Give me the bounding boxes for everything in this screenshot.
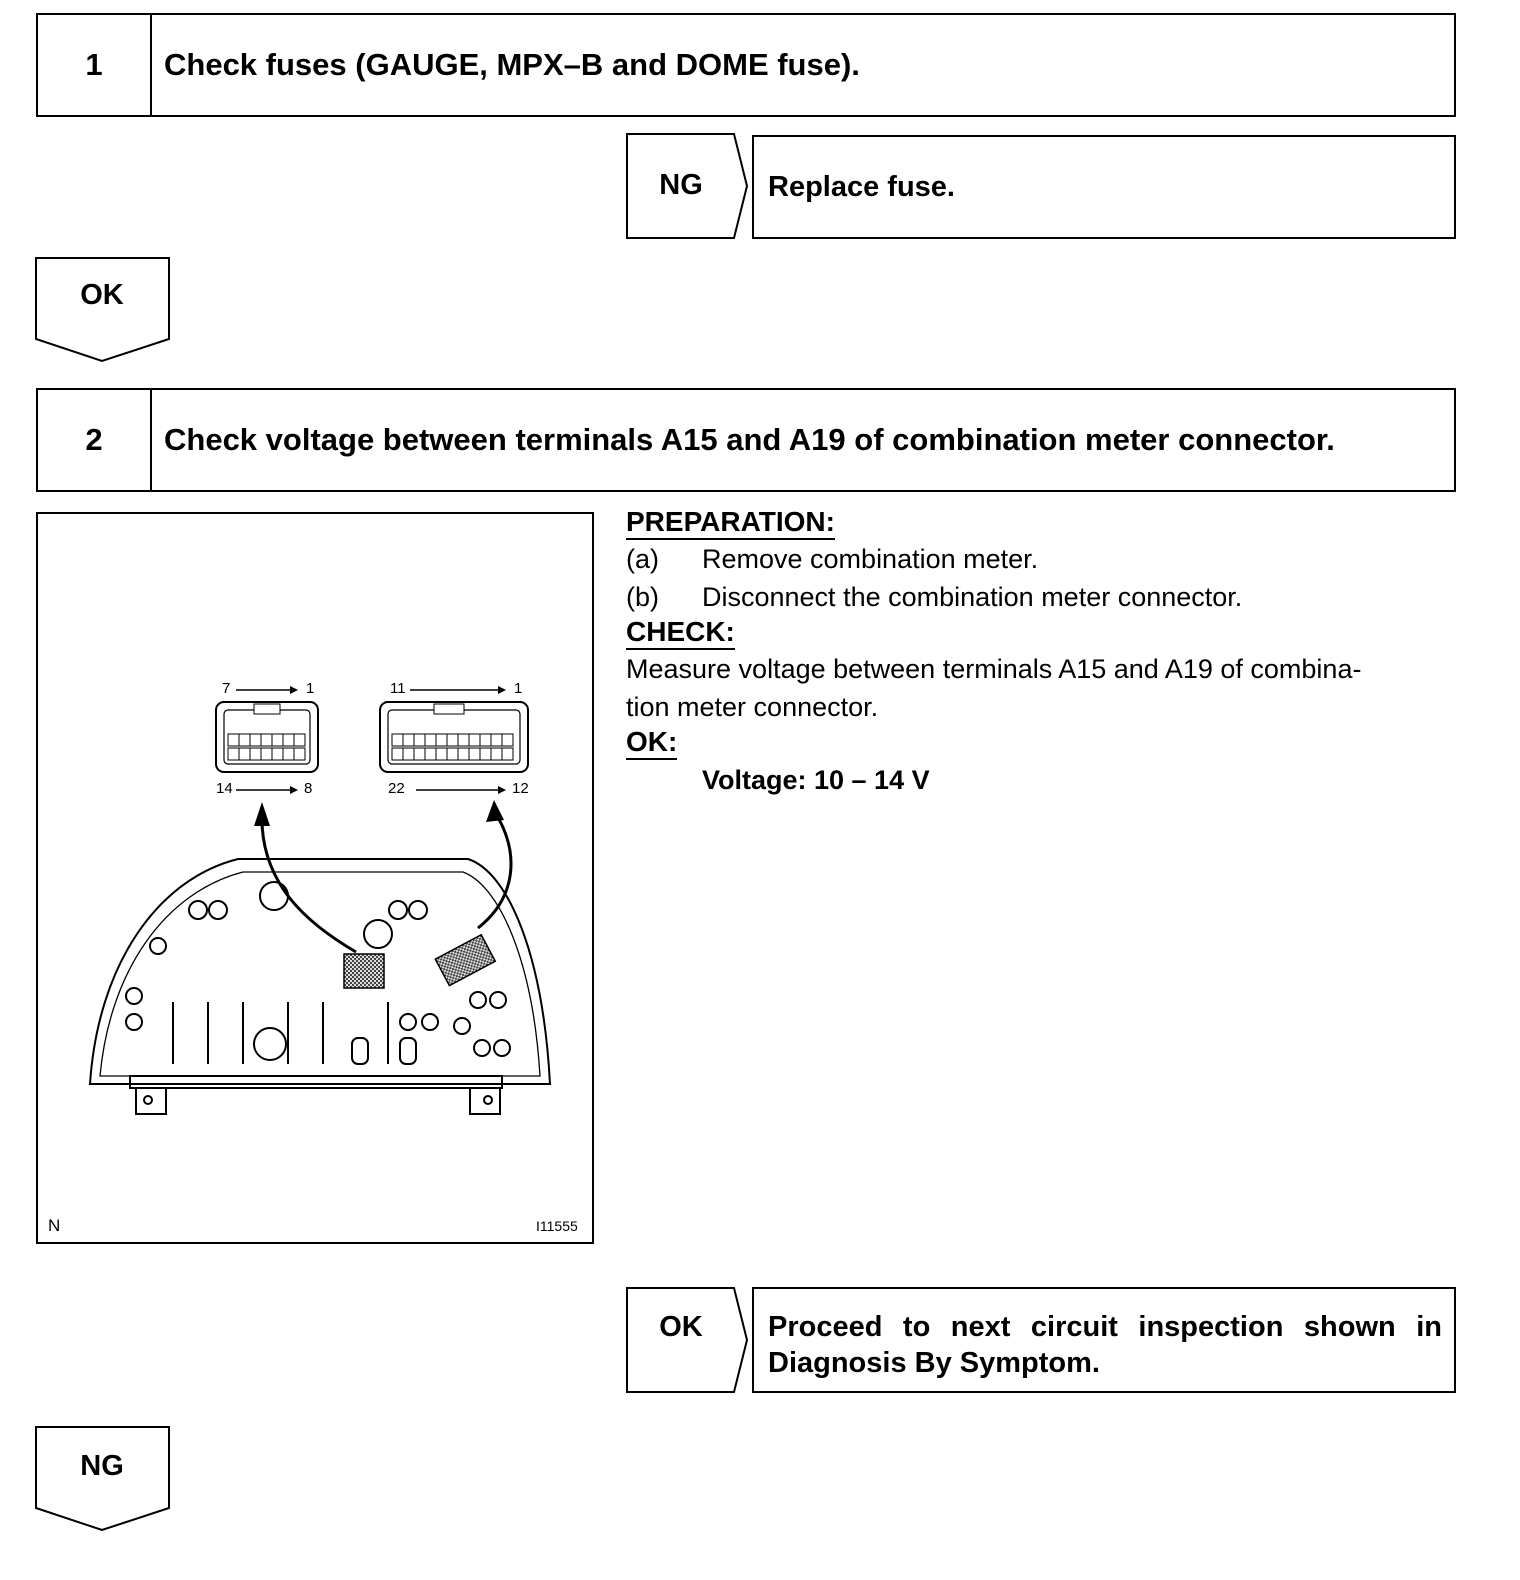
step-2-instructions (626, 506, 1456, 800)
meter-body-icon (90, 859, 550, 1114)
large-connector-location (435, 935, 495, 986)
small-connector-location (344, 954, 384, 988)
ok-action-line-1-text: Proceed to next circuit inspection shown in (768, 1311, 1442, 1343)
small-connector-top-right-pin: 1 (306, 680, 315, 697)
ok-action-line-2: Diagnosis By Symptom. (768, 1347, 1100, 1379)
step-1-title: Check fuses (GAUGE, MPX–B and DOME fuse). (164, 47, 860, 82)
preparation-item (626, 578, 1456, 616)
figure-id: I11555 (536, 1218, 578, 1234)
check-text-line-1: Measure voltage between terminals A15 and A19 of combina- (626, 654, 1362, 684)
ok-tag-label: OK (80, 279, 124, 311)
step-1-ng-tag (626, 133, 748, 239)
ok-action-line-1 (768, 1309, 1442, 1345)
ok-tag-label: OK (659, 1311, 703, 1343)
preparation-item-text: Disconnect the combination meter connector. (702, 582, 1243, 612)
large-connector-bottom-right-pin: 12 (512, 780, 529, 797)
step-1-number: 1 (38, 15, 152, 115)
step-1-ok-tag (35, 257, 173, 363)
large-connector-icon (380, 686, 528, 794)
step-2-ok-action (752, 1287, 1456, 1393)
ng-tag-label: NG (659, 169, 703, 201)
large-connector-bottom-left-pin: 22 (388, 780, 405, 797)
preparation-item-label: (b) (626, 582, 659, 612)
preparation-item-text: Remove combination meter. (702, 544, 1039, 574)
figure-corner-left: N (48, 1216, 61, 1235)
ok-spec: Voltage: 10 – 14 V (702, 765, 930, 795)
check-heading: CHECK: (626, 616, 735, 650)
step-1-ng-action (752, 135, 1456, 239)
combination-meter-drawing (38, 514, 592, 1242)
step-2-number: 2 (38, 390, 152, 490)
preparation-heading: PREPARATION: (626, 506, 835, 540)
step-1-box (36, 13, 1456, 117)
step-2-ok-tag (626, 1287, 748, 1393)
small-connector-icon (216, 686, 318, 794)
small-connector-bottom-left-pin: 14 (216, 780, 233, 797)
combination-meter-figure (36, 512, 594, 1244)
small-connector-bottom-right-pin: 8 (304, 780, 313, 797)
large-connector-top-left-pin: 11 (390, 680, 406, 697)
check-text-line-2: tion meter connector. (626, 692, 879, 722)
preparation-item-label: (a) (626, 544, 659, 574)
step-2-ng-tag (35, 1426, 173, 1532)
preparation-item (626, 540, 1456, 578)
connector-arrows (262, 814, 511, 952)
large-connector-top-right-pin: 1 (514, 680, 523, 697)
step-2-box (36, 388, 1456, 492)
ng-tag-label: NG (80, 1450, 124, 1482)
small-connector-top-left-pin: 7 (222, 680, 231, 697)
step-2-title: Check voltage between terminals A15 and A19 of combination meter connector. (164, 422, 1335, 457)
ok-heading: OK: (626, 726, 677, 760)
ng-action-text: Replace fuse. (768, 170, 955, 203)
